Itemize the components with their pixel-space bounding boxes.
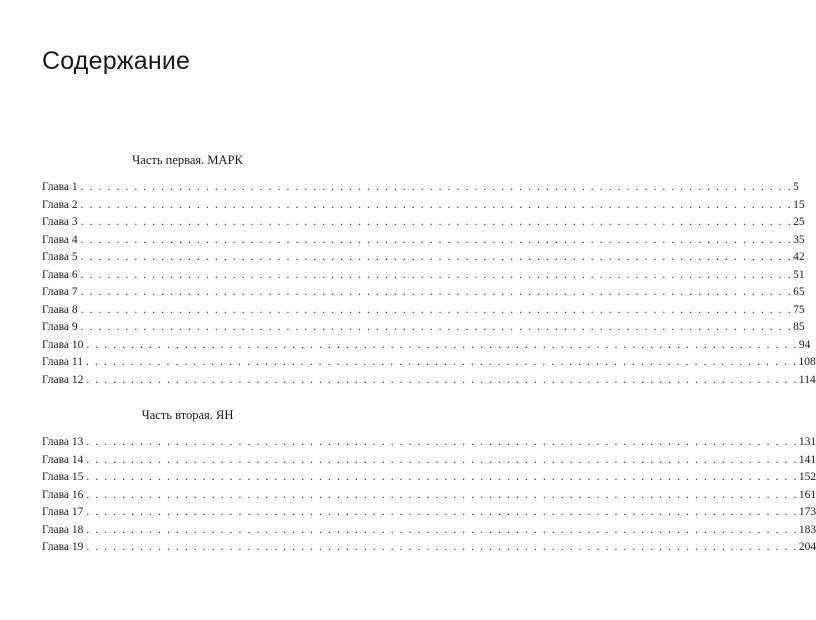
toc-entry[interactable] [42,452,816,470]
toc-entry[interactable] [42,434,816,452]
dot-leader: . . . . . . . . . . . . . . . . . . . . . . . . . . . . . . . . . . . . . . . . . . . . . . . . . . . . . . . . . . . . . . . . . . . . . . . . . . . . . . . . [86,471,798,484]
toc-entry-label: Глава 18 [42,523,84,536]
dot-leader: . . . . . . . . . . . . . . . . . . . . . . . . . . . . . . . . . . . . . . . . . . . . . . . . . . . . . . . . . . . . . . . . . . . . . . . . . . . . . . . . [86,506,798,519]
part-heading: Часть первая. МАРК [132,153,243,167]
toc-entry[interactable] [42,214,805,232]
toc-entry-label: Глава 8 [42,303,78,316]
toc-entries [42,179,816,390]
dot-leader: . . . . . . . . . . . . . . . . . . . . . . . . . . . . . . . . . . . . . . . . . . . . . . . . . . . . . . . . . . . . . . . . . . . . . . . . . . . . . . . . [80,251,793,264]
toc-entry-label: Глава 9 [42,321,78,334]
toc-entry-label: Глава 15 [42,471,84,484]
toc-entry[interactable] [42,469,816,487]
dot-leader: . . . . . . . . . . . . . . . . . . . . . . . . . . . . . . . . . . . . . . . . . . . . . . . . . . . . . . . . . . . . . . . . . . . . . . . . . . . . . . . . [80,268,793,281]
toc-entry-page-number: 173 [798,506,816,519]
toc-entry-label: Глава 13 [42,436,84,448]
toc-entry[interactable] [42,504,816,522]
toc-entry[interactable] [42,354,816,372]
toc-entry[interactable] [42,372,816,390]
toc-entry-page-number: 94 [798,338,811,351]
toc-entry-label: Глава 4 [42,233,78,246]
dot-leader: . . . . . . . . . . . . . . . . . . . . . . . . . . . . . . . . . . . . . . . . . . . . . . . . . . . . . . . . . . . . . . . . . . . . . . . . . . . . . . . . [80,198,793,211]
dot-leader: . . . . . . . . . . . . . . . . . . . . . . . . . . . . . . . . . . . . . . . . . . . . . . . . . . . . . . . . . . . . . . . . . . . . . . . . . . . . . . . . [86,374,798,387]
toc-entry[interactable] [42,179,799,197]
dot-leader: . . . . . . . . . . . . . . . . . . . . . . . . . . . . . . . . . . . . . . . . . . . . . . . . . . . . . . . . . . . . . . . . . . . . . . . . . . . . . . . . [86,453,798,466]
toc-entry-page-number: 161 [798,488,816,501]
toc-entry-label: Глава 11 [42,356,83,369]
toc-entry-label: Глава 10 [42,338,84,351]
toc-entry[interactable] [42,487,816,505]
toc-entry-label: Глава 16 [42,488,84,501]
toc-entry-page-number: 204 [798,541,816,554]
toc-entry-label: Глава 2 [42,198,78,211]
toc-entry-page-number: 85 [793,321,805,334]
toc-entry-page-number: 5 [793,181,799,193]
toc-entry-page-number: 65 [793,286,805,299]
dot-leader: . . . . . . . . . . . . . . . . . . . . . . . . . . . . . . . . . . . . . . . . . . . . . . . . . . . . . . . . . . . . . . . . . . . . . . . . . . . . . . . . [80,286,793,299]
dot-leader: . . . . . . . . . . . . . . . . . . . . . . . . . . . . . . . . . . . . . . . . . . . . . . . . . . . . . . . . . . . . . . . . . . . . . . . . . . . . . . . . [86,488,798,501]
dot-leader: . . . . . . . . . . . . . . . . . . . . . . . . . . . . . . . . . . . . . . . . . . . . . . . . . . . . . . . . . . . . . . . . . . . . . . . . . . . . . . . . [86,436,798,448]
toc-entry-label: Глава 17 [42,506,84,519]
toc-entry-page-number: 152 [798,471,816,484]
dot-leader: . . . . . . . . . . . . . . . . . . . . . . . . . . . . . . . . . . . . . . . . . . . . . . . . . . . . . . . . . . . . . . . . . . . . . . . . . . . . . . . . [86,338,798,351]
dot-leader: . . . . . . . . . . . . . . . . . . . . . . . . . . . . . . . . . . . . . . . . . . . . . . . . . . . . . . . . . . . . . . . . . . . . . . . . . . . . . . . . [86,523,798,536]
toc-entry-page-number: 183 [798,523,816,536]
toc-entry-page-number: 131 [798,436,816,448]
toc-entry-label: Глава 7 [42,286,78,299]
toc-entry-label: Глава 3 [42,216,78,229]
page-title: Содержание [42,47,191,75]
toc-entry[interactable] [42,337,811,355]
toc-entry[interactable] [42,522,816,540]
toc-part-one [42,152,816,390]
toc-entry-label: Глава 14 [42,453,84,466]
dot-leader: . . . . . . . . . . . . . . . . . . . . . . . . . . . . . . . . . . . . . . . . . . . . . . . . . . . . . . . . . . . . . . . . . . . . . . . . . . . . . . . . [86,541,798,554]
toc-entry-label: Глава 5 [42,251,78,264]
toc-entry[interactable] [42,284,805,302]
toc-entry-page-number: 15 [793,198,805,211]
toc-entry-page-number: 108 [798,356,816,369]
dot-leader: . . . . . . . . . . . . . . . . . . . . . . . . . . . . . . . . . . . . . . . . . . . . . . . . . . . . . . . . . . . . . . . . . . . . . . . . . . . . . . . . [80,303,793,316]
toc-entries [42,434,816,557]
toc-entry-page-number: 51 [793,268,805,281]
dot-leader: . . . . . . . . . . . . . . . . . . . . . . . . . . . . . . . . . . . . . . . . . . . . . . . . . . . . . . . . . . . . . . . . . . . . . . . . . . . . . . . . [85,356,798,369]
dot-leader: . . . . . . . . . . . . . . . . . . . . . . . . . . . . . . . . . . . . . . . . . . . . . . . . . . . . . . . . . . . . . . . . . . . . . . . . . . . . . . . . [80,181,793,193]
toc-entry-page-number: 75 [793,303,805,316]
toc-entry-label: Глава 12 [42,374,84,387]
dot-leader: . . . . . . . . . . . . . . . . . . . . . . . . . . . . . . . . . . . . . . . . . . . . . . . . . . . . . . . . . . . . . . . . . . . . . . . . . . . . . . . . [80,233,793,246]
dot-leader: . . . . . . . . . . . . . . . . . . . . . . . . . . . . . . . . . . . . . . . . . . . . . . . . . . . . . . . . . . . . . . . . . . . . . . . . . . . . . . . . [80,216,793,229]
toc-entry[interactable] [42,197,805,215]
toc-entry[interactable] [42,267,805,285]
toc-entry-page-number: 25 [793,216,805,229]
toc-entry[interactable] [42,249,805,267]
toc-entry[interactable] [42,539,816,557]
toc-entry-label: Глава 6 [42,268,78,281]
toc-entry-page-number: 35 [793,233,805,246]
toc-entry-label: Глава 1 [42,181,78,193]
toc-entry[interactable] [42,232,805,250]
toc-part-two [42,407,816,557]
toc-entry-page-number: 42 [793,251,805,264]
part-heading: Часть вторая. ЯН [141,408,234,422]
toc-entry[interactable] [42,319,805,337]
toc-entry-page-number: 114 [798,374,816,387]
toc-entry-label: Глава 19 [42,541,84,554]
dot-leader: . . . . . . . . . . . . . . . . . . . . . . . . . . . . . . . . . . . . . . . . . . . . . . . . . . . . . . . . . . . . . . . . . . . . . . . . . . . . . . . . [80,321,793,334]
toc-entry-page-number: 141 [798,453,816,466]
toc-entry[interactable] [42,302,805,320]
